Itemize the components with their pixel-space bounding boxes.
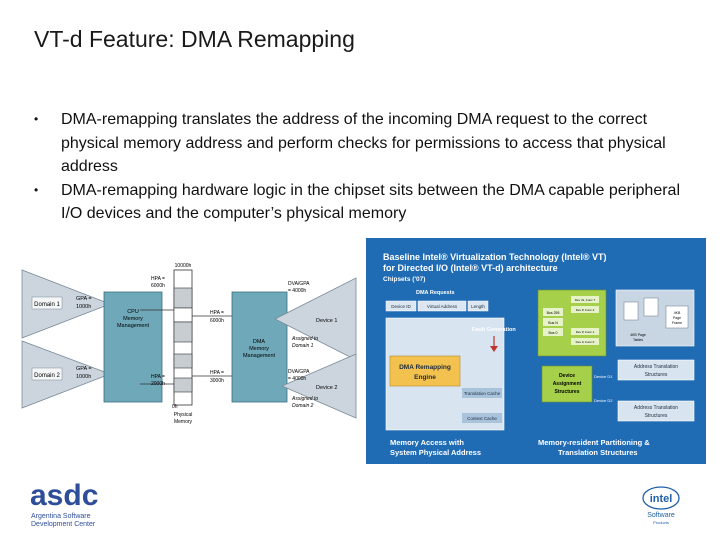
bullet-marker: • bbox=[34, 112, 39, 126]
bottom-left-line2: System Physical Address bbox=[390, 448, 482, 457]
dev-label: Dev P, Func 1 bbox=[575, 330, 595, 334]
hpa-c-line1: HPA = bbox=[151, 374, 165, 380]
memory-block-1 bbox=[174, 288, 192, 308]
dva1-line1: DVA/GPA bbox=[288, 281, 310, 287]
hpa-b-line1: HPA = bbox=[210, 310, 224, 316]
gpa2-line2: 1000h bbox=[76, 374, 92, 380]
asdc-sub-line2: Development Center bbox=[31, 521, 96, 528]
arch-title-line1: Baseline Intel® Virtualization Technology (Intel® VT) bbox=[383, 252, 607, 262]
arch-subtitle: Chipsets ('07) bbox=[383, 276, 426, 283]
bottom-address: 0h bbox=[172, 404, 178, 410]
bottom-right-line1: Memory-resident Partitioning & bbox=[538, 438, 650, 447]
page-frame-line2: Page bbox=[672, 316, 682, 320]
addr-trans1-line1: Address Translation bbox=[633, 364, 679, 370]
asdc-sub-line1: Argentina Software bbox=[31, 513, 91, 520]
top-address: 10000h bbox=[174, 263, 192, 269]
dva2-line2: = 4000h bbox=[288, 376, 307, 382]
dev-label: Dev 31, Func 7 bbox=[574, 298, 596, 302]
cpu-mm-line1: CPU bbox=[127, 309, 139, 315]
device1-label: Device 1 bbox=[316, 318, 338, 324]
dev-label: Dev 0, Func 0 bbox=[575, 340, 595, 344]
intel-logo bbox=[641, 482, 683, 528]
assigned1-line2: Domain 1 bbox=[292, 343, 314, 349]
field-label: Virtual Address bbox=[426, 304, 458, 309]
page-tables-line2: Tables bbox=[632, 338, 644, 342]
bottom-right-line2: Translation Structures bbox=[558, 448, 638, 457]
dma-requests-label: DMA Requests bbox=[416, 290, 455, 296]
intel-sub-line1: Software bbox=[647, 512, 675, 519]
hpa-b-line2: 6000h bbox=[210, 318, 224, 324]
arch-title-line2: for Directed I/O (Intel® VT-d) architecture bbox=[383, 263, 558, 273]
gpa1-line1: GPA = bbox=[76, 296, 92, 302]
page-frame-line3: Frame bbox=[671, 321, 683, 325]
dma-remapping-engine-box bbox=[390, 356, 460, 386]
bullet-item bbox=[34, 108, 694, 179]
page-table-box bbox=[644, 298, 658, 316]
engine-line1: DMA Remapping bbox=[399, 364, 451, 371]
bullet-text: DMA-remapping hardware logic in the chipset sits between the DMA capable peripheral I/O devices and the computer’s physical memory bbox=[61, 181, 680, 222]
device-d1-label: Device D1 bbox=[594, 374, 613, 379]
dma-mm-line1: DMA bbox=[252, 339, 266, 345]
asdc-logo-text: asdc bbox=[30, 479, 99, 512]
hpa-a-line2: 6000h bbox=[151, 283, 165, 289]
dev-label: Dev P, Func 2 bbox=[575, 308, 595, 312]
dva2-line1: DVA/GPA bbox=[288, 369, 310, 375]
intel-logo-text: intel bbox=[649, 493, 673, 505]
physical-memory-line2: Memory bbox=[173, 419, 193, 425]
cpu-mm-line3: Management bbox=[116, 323, 150, 329]
bullet-item bbox=[34, 179, 694, 226]
page-tables-line1: 4KB Page bbox=[630, 333, 646, 337]
slide-title: VT-d Feature: DMA Remapping bbox=[34, 26, 355, 52]
bullet-text: DMA-remapping translates the address of the incoming DMA request to the correct physical memory address and perform checks for permissions to access that physical address bbox=[61, 111, 666, 175]
addr-trans2-line2: Structures bbox=[644, 413, 668, 419]
hpa-d-line2: 3000h bbox=[210, 378, 224, 384]
assigned2-line2: Domain 2 bbox=[292, 403, 314, 409]
dev-assign-line2: Assignment bbox=[552, 381, 582, 387]
page-frame-line1: 4KB bbox=[673, 311, 681, 315]
device-d2-label: Device D2 bbox=[594, 398, 613, 403]
bullet-list bbox=[34, 108, 694, 226]
memory-block-3 bbox=[174, 322, 192, 342]
bus-label: Bus N bbox=[548, 321, 558, 325]
memory-block-4 bbox=[174, 354, 192, 368]
hpa-d-line1: HPA = bbox=[210, 370, 224, 376]
hpa-a-line1: HPA = bbox=[151, 276, 165, 282]
fault-generation-label: Fault Generation bbox=[472, 327, 516, 333]
dma-mm-line3: Management bbox=[242, 353, 276, 359]
bottom-left-line1: Memory Access with bbox=[390, 438, 464, 447]
memory-block-2 bbox=[174, 308, 192, 322]
dva1-line2: = 4000h bbox=[288, 288, 307, 294]
field-label: Device ID bbox=[391, 304, 411, 309]
memory-block-5 bbox=[174, 378, 192, 392]
field-label: Length bbox=[471, 304, 485, 309]
dma-remapping-diagram bbox=[20, 258, 358, 433]
page-table-box bbox=[624, 302, 638, 320]
hpa-c-line2: 2000h bbox=[151, 381, 165, 387]
engine-line2: Engine bbox=[414, 374, 436, 381]
dev-assign-line1: Device bbox=[558, 373, 576, 379]
translation-cache-label: Translation Cache bbox=[463, 391, 501, 396]
intel-sub-line2: Products bbox=[653, 520, 669, 525]
gpa2-line1: GPA = bbox=[76, 366, 92, 372]
vtd-architecture-diagram bbox=[366, 238, 706, 464]
assigned1-line1: Assigned to bbox=[292, 336, 319, 342]
cpu-mm-line2: Memory bbox=[123, 316, 143, 322]
bullet-marker: • bbox=[34, 182, 39, 197]
addr-trans2-line1: Address Translation bbox=[633, 405, 679, 411]
domain2-label: Domain 2 bbox=[34, 373, 60, 379]
device2-label: Device 2 bbox=[316, 385, 338, 391]
bus-label: Bus 0 bbox=[548, 331, 558, 335]
context-cache-label: Context Cache bbox=[467, 416, 497, 421]
asdc-logo bbox=[30, 478, 110, 530]
domain1-label: Domain 1 bbox=[34, 302, 60, 308]
addr-trans1-line2: Structures bbox=[644, 372, 668, 378]
assigned2-line1: Assigned to bbox=[292, 396, 319, 402]
dma-mm-line2: Memory bbox=[249, 346, 269, 352]
bus-label: Bus 255 bbox=[546, 311, 560, 315]
physical-memory-line1: Physical bbox=[173, 412, 193, 418]
dev-assign-line3: Structures bbox=[554, 389, 580, 395]
gpa1-line2: 1000h bbox=[76, 304, 92, 310]
